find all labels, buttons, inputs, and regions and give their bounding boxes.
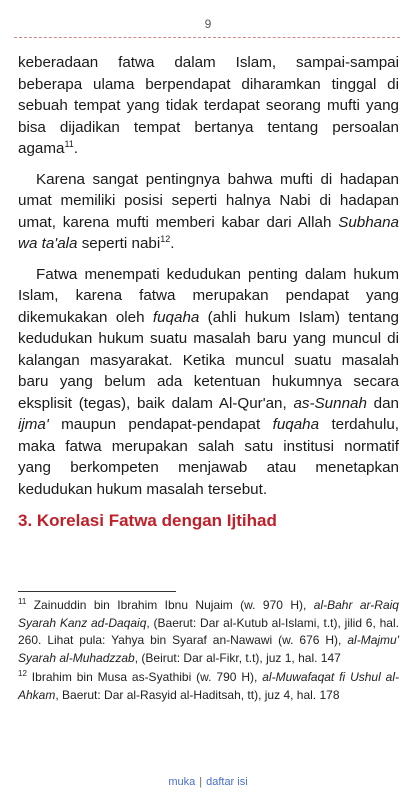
footnote-number: 12: [18, 669, 27, 679]
page-number: 9: [204, 17, 212, 31]
paragraph-3-text-3: dan: [366, 394, 399, 412]
term-as-sunnah: as-Sunnah: [293, 394, 367, 412]
nav-separator: |: [199, 776, 203, 788]
section-heading: 3. Korelasi Fatwa dengan Ijtihad: [18, 511, 277, 530]
footnote-divider: [18, 591, 176, 592]
paragraph-3-text-4: maupun pendapat-pendapat: [48, 416, 273, 433]
footnote-11-italic-1: al-Bahr ar-Raiq Syarah Kanz ad-Daqaiq: [18, 598, 399, 630]
footnote-12: [18, 669, 399, 704]
term-ijma: ijma': [18, 416, 49, 433]
paragraph-3-text-1: Fatwa menempati kedudukan penting dalam hukum Islam, karena fatwa merupakan pendapat yang dikemukakan oleh: [18, 265, 399, 326]
paragraph-2-text-a: Karena sangat pentingnya bahwa mufti di hadapan umat memiliki posisi seperti halnya Nabi di hadapan umat, karena mufti memberi kabar dari Allah: [18, 170, 399, 231]
footnotes: [18, 597, 399, 707]
main-text: [18, 52, 399, 532]
footnote-11-italic-2: al-Majmu' Syarah al-Muhadzzab: [18, 633, 399, 665]
paragraph-2: Karena sangat pentingnya bahwa mufti di hadapan umat memiliki posisi seperti halnya Nabi di hadapan umat, karena mufti memberi kabar dari Allah Subhana wa ta'ala seperti nabi$^{12}$.: [18, 170, 399, 252]
paragraph-1: keberadaan fatwa dalam Islam, sampai-sampai beberapa ulama berpendapat diharamkan tinggal di sebuah tempat yang tidak terdapat seorang mufti yang bisa dijadikan tempat bertanya tentang persoalan agama$^{11}$.: [18, 54, 399, 157]
paragraph-3-text-5: terdahulu, maka fatwa merupakan salah satu institusi normatif yang berkompeten menjawab atau menetapkan kedudukan hukum masalah tersebut.: [18, 416, 399, 498]
term-fuqaha: fuqaha: [152, 308, 200, 326]
footnote-ref-12[interactable]: 12: [160, 233, 171, 244]
footnote-12-italic-1: al-Muwafaqat fi Ushul al-Ahkam: [18, 670, 399, 702]
footnote-11-text-2: , (Baerut: Dar al-Kutub al-Islami, t.t), jilid 6, hal. 260. Lihat pula: Yahya bin Syaraf an-Nawawi (w. 676 H),: [18, 615, 399, 648]
footnote-ref-11[interactable]: 11: [64, 138, 74, 149]
bottom-navigation: [0, 776, 416, 788]
nav-home-link[interactable]: muka: [168, 776, 196, 788]
footnote-11: [18, 597, 399, 667]
paragraph-1-text: keberadaan fatwa dalam Islam, sampai-sampai beberapa ulama berpendapat diharamkan tinggal di sebuah tempat yang tidak terdapat seorang mufti yang bisa dijadikan tempat bertanya tentang persoalan agama: [18, 54, 399, 157]
header-divider: [14, 37, 400, 38]
footnote-12-text-2: , Baerut: Dar al-Rasyid al-Haditsah, tt), juz 4, hal. 178: [55, 687, 340, 702]
term-fuqaha-2: fuqaha: [272, 416, 320, 433]
footnote-12-text-1: Ibrahim bin Musa as-Syathibi (w. 790 H),: [26, 670, 263, 685]
footnote-11-text-3: , (Beirut: Dar al-Fikr, t.t), juz 1, hal. 147: [134, 650, 341, 665]
footnote-11-text-1: Zainuddin bin Ibrahim Ibnu Nujaim (w. 970 H),: [26, 598, 314, 612]
paragraph-2-italic: Subhana wa ta'ala: [18, 213, 399, 252]
paragraph-3-text-2: (ahli hukum Islam) tentang kedudukan hukum suatu masalah baru yang muncul di kalangan masyarakat. Ketika muncul suatu masalah baru yang belum ada ketentuan hukumnya secara eksplisit (tegas), baik dalam Al-Qur'an,: [18, 308, 399, 412]
footnote-number: 11: [18, 597, 27, 606]
nav-toc-link[interactable]: daftar isi: [206, 776, 248, 788]
paragraph-3: [18, 264, 399, 501]
paragraph-2-text-b: seperti nabi: [77, 235, 161, 252]
